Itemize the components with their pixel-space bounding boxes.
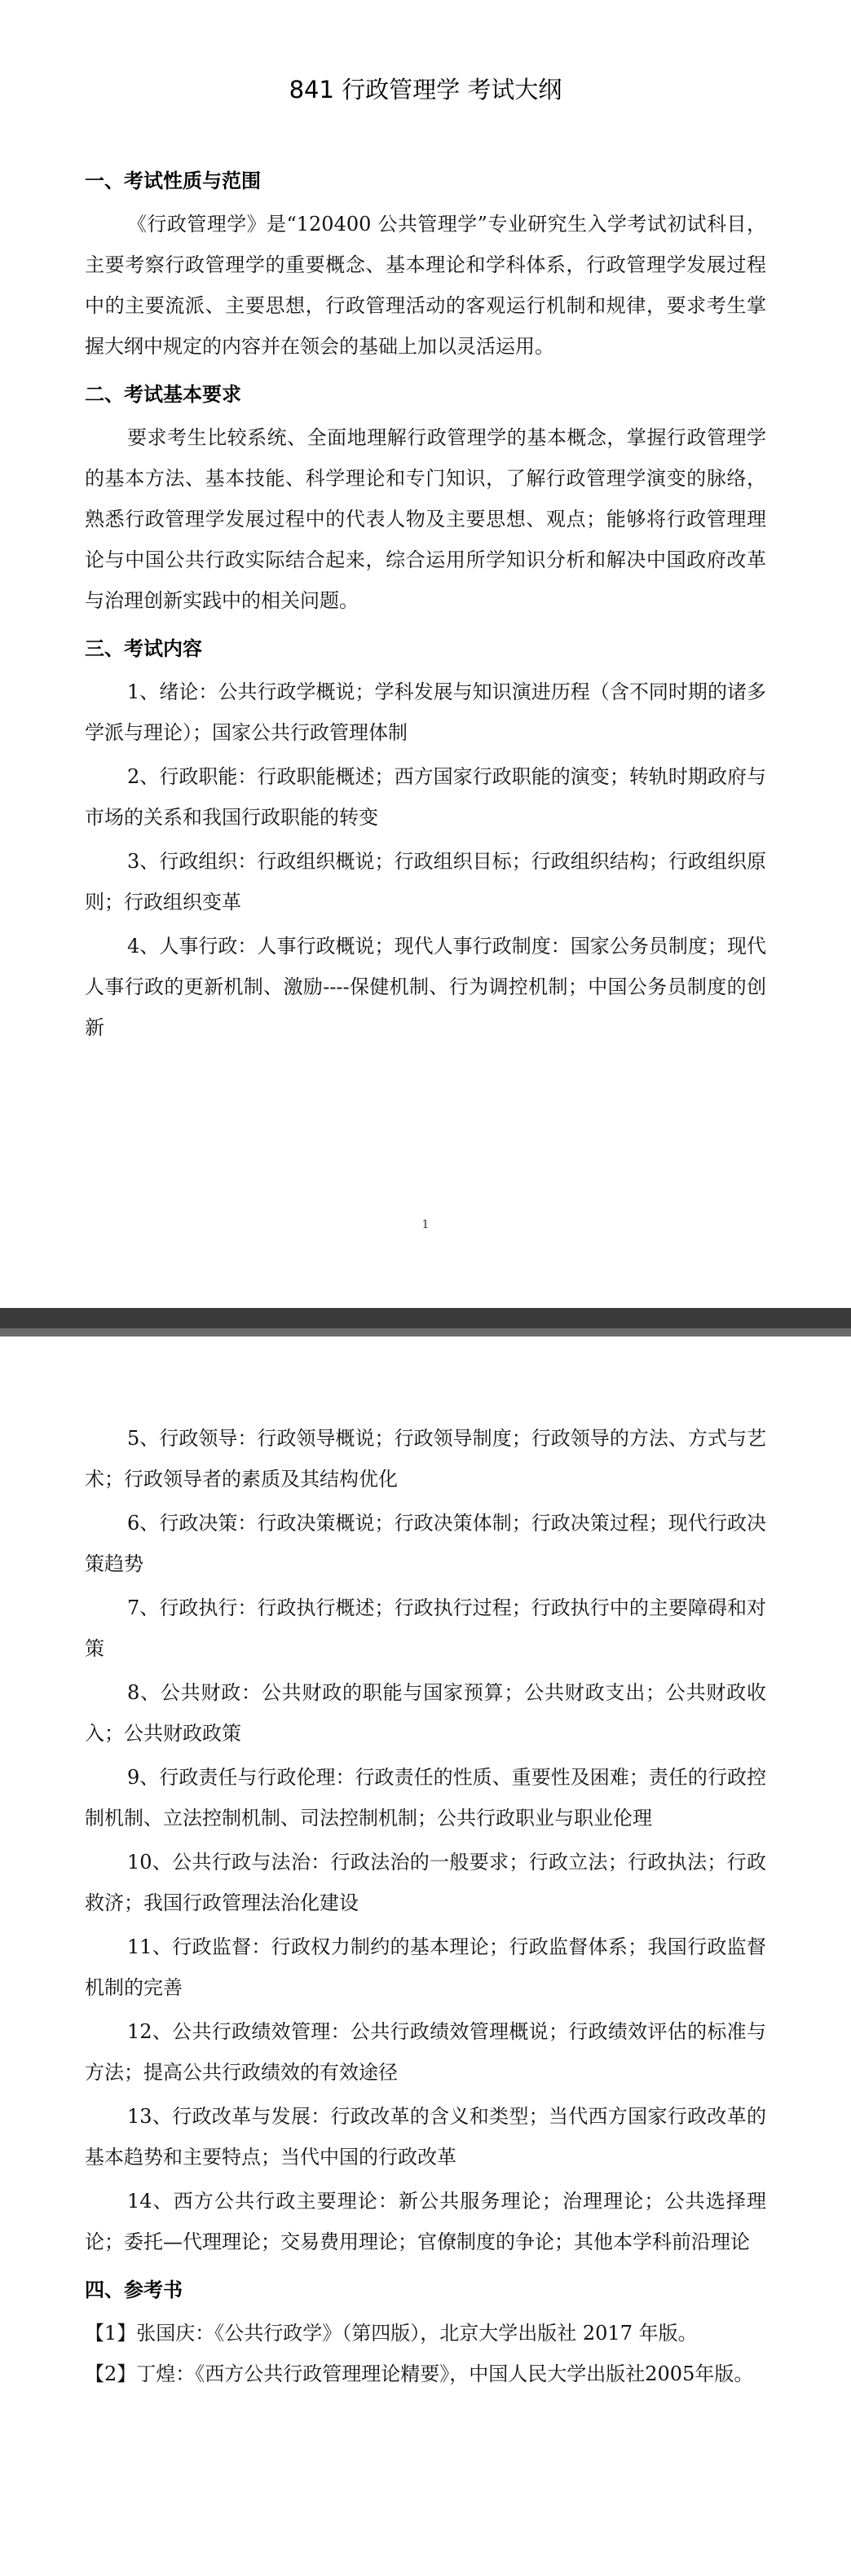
section-heading-references: 四、参考书 — [85, 2279, 183, 2301]
content-item: 9、行政责任与行政伦理：行政责任的性质、重要性及困难；责任的行政控制机制、立法控制机制、司法控制机制；公共行政职业与职业伦理 — [85, 1766, 766, 1830]
document-title: 841 行政管理学 考试大纲 — [289, 76, 562, 103]
content-item: 2、行政职能：行政职能概述；西方国家行政职能的演变；转轨时期政府与市场的关系和我国行政职能的转变 — [85, 765, 766, 829]
page-number: 1 — [421, 1218, 430, 1231]
content-item: 12、公共行政绩效管理：公共行政绩效管理概说；行政绩效评估的标准与方法；提高公共行政绩效的有效途径 — [85, 2020, 766, 2084]
section-heading-nature: 一、考试性质与范围 — [85, 170, 261, 192]
section-heading-requirements: 二、考试基本要求 — [85, 383, 241, 406]
content-item: 10、公共行政与法治：行政法治的一般要求；行政立法；行政执法；行政救济；我国行政管理法治化建设 — [85, 1851, 766, 1914]
content-item: 14、西方公共行政主要理论：新公共服务理论；治理理论；公共选择理论；委托—代理理论；交易费用理论；官僚制度的争论；其他本学科前沿理论 — [85, 2190, 766, 2253]
content-item: 4、人事行政：人事行政概说；现代人事行政制度：国家公务员制度；现代人事行政的更新机制、激励----保健机制、行为调控机制；中国公务员制度的创新 — [85, 935, 766, 1039]
content-item: 11、行政监督：行政权力制约的基本理论；行政监督体系；我国行政监督机制的完善 — [85, 1935, 766, 1999]
content-item: 1、绪论：公共行政学概说；学科发展与知识演进历程（含不同时期的诸多学派与理论）；国家公共行政管理体制 — [85, 680, 766, 744]
content-item: 6、行政决策：行政决策概说；行政决策体制；行政决策过程；现代行政决策趋势 — [85, 1512, 766, 1575]
content-item: 7、行政执行：行政执行概述；行政执行过程；行政执行中的主要障碍和对策 — [85, 1596, 766, 1660]
content-item: 13、行政改革与发展：行政改革的含义和类型；当代西方国家行政改革的基本趋势和主要特点；当代中国的行政改革 — [85, 2105, 766, 2169]
content-item: 8、公共财政：公共财政的职能与国家预算；公共财政支出；公共财政收入；公共财政政策 — [85, 1681, 766, 1745]
nature-paragraph: 《行政管理学》是“120400 公共管理学”专业研究生入学考试初试科目，主要考察行政管理学的重要概念、基本理论和学科体系，行政管理学发展过程中的主要流派、主要思想，行政管理活动的客观运行机制和规律，要求考生掌握大纲中规定的内容并在领会的基础上加以灵活运用。 — [85, 213, 766, 358]
content-item: 3、行政组织：行政组织概说；行政组织目标；行政组织结构；行政组织原则；行政组织变革 — [85, 850, 766, 914]
reference-item: 【2】丁煌：《西方公共行政管理理论精要》，中国人民大学出版社2005年版。 — [85, 2362, 754, 2385]
page-separator-shadow — [0, 1328, 851, 1336]
requirements-paragraph: 要求考生比较系统、全面地理解行政管理学的基本概念，掌握行政管理学的基本方法、基本技能、科学理论和专门知识，了解行政管理学演变的脉络，熟悉行政管理学发展过程中的代表人物及主要思想、观点；能够将行政管理理论与中国公共行政实际结合起来，综合运用所学知识分析和解决中国政府改革与治理创新实践中的相关问题。 — [85, 426, 766, 612]
page-2-content — [85, 1418, 766, 2394]
reference-item: 【1】张国庆：《公共行政学》（第四版），北京大学出版社 2017 年版。 — [85, 2322, 698, 2345]
page-1-content — [85, 72, 766, 1051]
section-heading-content: 三、考试内容 — [85, 637, 202, 660]
content-item: 5、行政领导：行政领导概说；行政领导制度；行政领导的方法、方式与艺术；行政领导者的素质及其结构优化 — [85, 1427, 766, 1491]
page-2 — [0, 1336, 851, 2576]
page-separator — [0, 1308, 851, 1336]
